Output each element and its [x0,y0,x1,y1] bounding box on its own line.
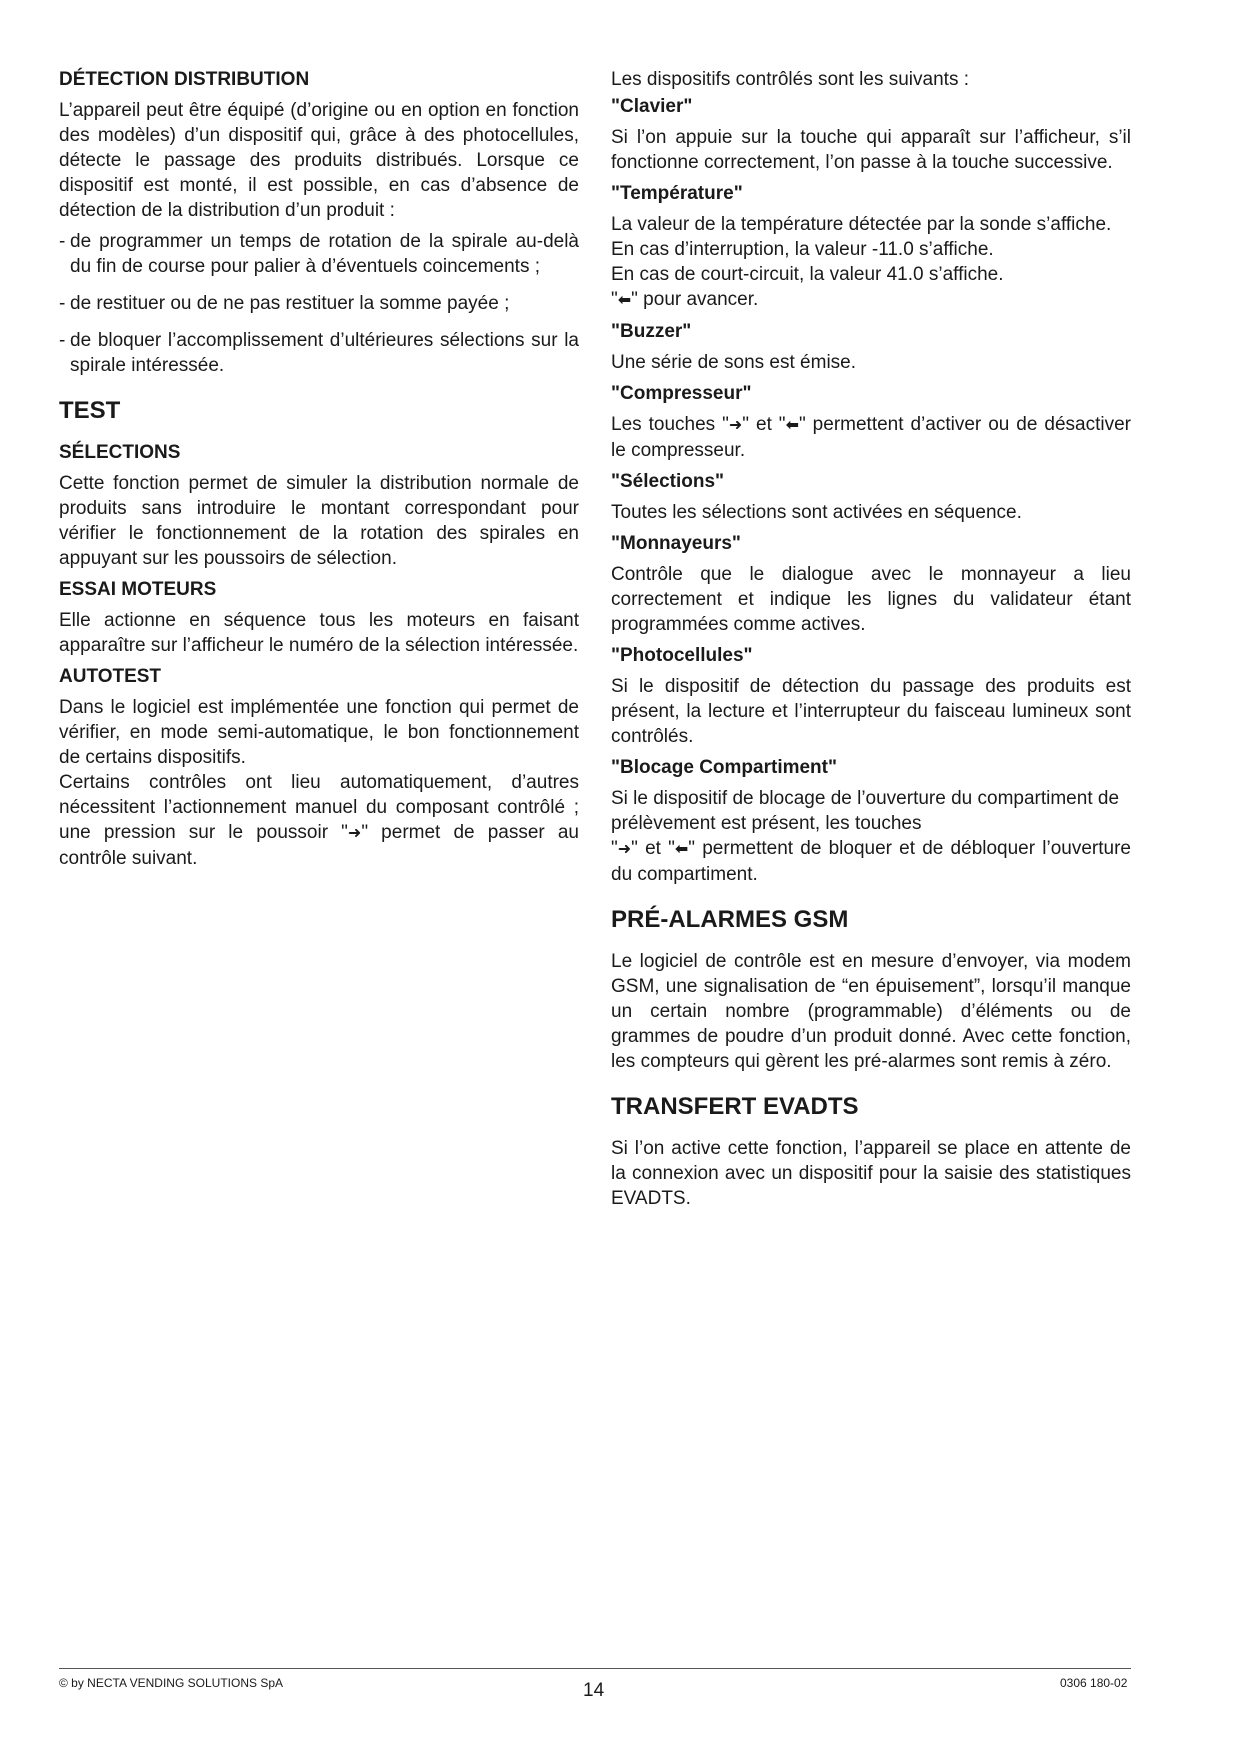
essai-moteurs-paragraph: Elle actionne en séquence tous les moteurs en faisant apparaître sur l’afficheur le numéro de la sélection intéressée. [59,610,579,656]
arrow-left-icon: ⬅ [785,417,799,434]
footer-doc-code: 0306 180-02 [1060,1676,1128,1690]
selections-device-title: "Sélections" [611,471,725,492]
photocellules-title: "Photocellules" [611,645,753,666]
left-column [59,67,579,877]
monnayeurs-paragraph: Contrôle que le dialogue avec le monnayeur a lieu correctement et indique les lignes du validateur étant programmées comme actives. [611,564,1131,635]
buzzer-title: "Buzzer" [611,321,692,342]
blocage-paragraph-b [611,836,1131,887]
list-item-text: de restituer ou de ne pas restituer la somme payée ; [70,293,510,314]
list-item [59,328,579,378]
temp-text-b: " pour avancer. [631,289,759,310]
gsm-heading: PRÉ-ALARMES GSM [611,906,849,933]
arrow-left-icon: ⬅ [617,292,632,309]
photocellules-paragraph: Si le dispositif de détection du passage des produits est présent, la lecture et l’interrupteur du faisceau lumineux sont contrôlés. [611,676,1131,747]
buzzer-paragraph: Une série de sons est émise. [611,352,857,373]
bullet-dash: - [59,293,66,314]
footer-divider [59,1668,1131,1669]
right-column [611,67,1131,1217]
selections-paragraph: Cette fonction permet de simuler la distribution normale de produits sans introduire le montant correspondant pour vérifier le fonctionnement de la rotation des spirales en appuyant sur les poussoirs de sélection. [59,473,579,569]
arrow-right-icon: ➜ [728,417,743,434]
gsm-paragraph: Le logiciel de contrôle est en mesure d’envoyer, via modem GSM, une signalisation de “en épuisement”, lorsqu’il manque un certain nombre (programmable) d’éléments ou de grammes de poudre d’un produit donné. Avec cette fonction, les compteurs qui gèrent les pré-alarmes sont remis à zéro. [611,951,1131,1072]
footer-copyright: © by NECTA VENDING SOLUTIONS SpA [59,1676,284,1690]
autotest-text-a: Certains contrôles ont lieu automatiquement, d’autres nécessitent l’actionnement manuel du composant contrôlé ; une pression sur le poussoir " [59,772,579,843]
evadts-heading: TRANSFERT EVADTS [611,1093,859,1120]
page-number: 14 [583,1680,605,1701]
bullet-dash: - [59,330,66,351]
clavier-paragraph: Si l’on appuie sur la touche qui apparaît sur l’afficheur, s’il fonctionne correctement, l’on passe à la touche successive. [611,127,1131,173]
temperature-title: "Température" [611,183,743,204]
arrow-left-icon: ⬅ [674,841,689,858]
list-item-text: de bloquer l’accomplissement d’ultérieures sélections sur la spirale intéressée. [70,330,579,376]
compresseur-paragraph [611,412,1131,463]
monnayeurs-title: "Monnayeurs" [611,533,741,554]
temperature-paragraph-3: En cas de court-circuit, la valeur 41.0 s’affiche. [611,264,1004,285]
autotest-paragraph-1: Dans le logiciel est implémentée une fonction qui permet de vérifier, en mode semi-automatique, le bon fonctionnement de certains dispositifs. [59,697,579,768]
bloc-text-b: " [611,838,618,859]
essai-moteurs-title: ESSAI MOTEURS [59,579,217,600]
autotest-paragraph-2 [59,770,579,871]
comp-text-a: Les touches " [611,414,729,435]
selections-title: SÉLECTIONS [59,442,181,463]
detection-title: DÉTECTION DISTRIBUTION [59,69,310,90]
blocage-title: "Blocage Compartiment" [611,757,837,778]
comp-text-c: " permettent d’activer ou de désactiver le compresseur. [611,414,1131,461]
arrow-right-icon: ➜ [617,841,632,858]
blocage-paragraph-a: Si le dispositif de blocage de l’ouverture du compartiment de prélèvement est présent, les touches [611,788,1120,834]
comp-text-b: " et " [742,414,786,435]
evadts-paragraph: Si l’on active cette fonction, l’appareil se place en attente de la connexion avec un dispositif pour la saisie des statistiques EVADTS. [611,1138,1131,1209]
arrow-right-icon: ➜ [347,825,362,842]
devices-intro: Les dispositifs contrôlés sont les suivants : [611,69,970,90]
compresseur-title: "Compresseur" [611,383,752,404]
list-item [59,229,579,279]
temperature-paragraph-2: En cas d’interruption, la valeur -11.0 s’affiche. [611,239,994,260]
temperature-paragraph-1: La valeur de la température détectée par la sonde s’affiche. [611,214,1112,235]
list-item [59,291,579,316]
bullet-dash: - [59,231,66,252]
bloc-text-d: " permettent de bloquer et de débloquer l’ouverture du compartiment. [611,838,1131,885]
list-item-text: de programmer un temps de rotation de la spirale au-delà du fin de course pour palier à d’éventuels coincements ; [70,231,579,277]
clavier-title: "Clavier" [611,96,693,117]
bloc-text-c: " et " [631,838,675,859]
temp-text-a: " [611,289,618,310]
autotest-title: AUTOTEST [59,666,162,687]
autotest-text-b: " permet de passer au contrôle suivant. [59,822,579,869]
temperature-paragraph-4 [611,287,1131,313]
selections-device-paragraph: Toutes les sélections sont activées en séquence. [611,502,1022,523]
test-heading: TEST [59,397,121,424]
detection-paragraph: L’appareil peut être équipé (d’origine ou en option en fonction des modèles) d’un dispositif qui, grâce à des photocellules, détecte le passage des produits distribués. Lorsque ce dispositif est monté, il est possible, en cas d’absence de détection de la distribution d’un produit : [59,100,579,221]
